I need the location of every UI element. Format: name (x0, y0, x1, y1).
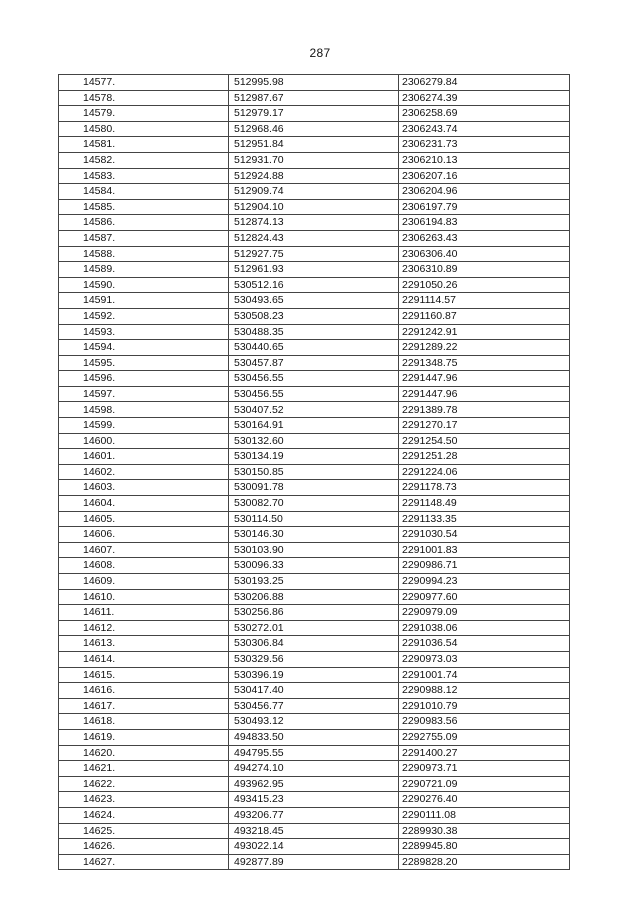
x-coordinate-cell (229, 199, 399, 215)
y-coordinate-cell: 2306204.96 (399, 184, 570, 200)
x-coordinate-value: 512874.13 (234, 216, 284, 229)
y-coordinate-cell: 2291030.54 (399, 527, 570, 543)
table-row (59, 215, 570, 231)
table-row (59, 761, 570, 777)
x-coordinate-value: 530082.70 (234, 497, 284, 510)
x-coordinate-cell (229, 152, 399, 168)
x-coordinate-cell (229, 386, 399, 402)
table-row (59, 464, 570, 480)
table-row (59, 527, 570, 543)
point-number-cell: 14591. (59, 293, 229, 309)
table-row (59, 714, 570, 730)
point-number-cell: 14626. (59, 839, 229, 855)
x-coordinate-cell (229, 433, 399, 449)
point-number-cell: 14625. (59, 823, 229, 839)
y-coordinate-cell: 2291148.49 (399, 496, 570, 512)
x-coordinate-value: 530396.19 (234, 668, 284, 681)
x-coordinate-cell (229, 792, 399, 808)
y-coordinate-cell: 2290276.40 (399, 792, 570, 808)
y-coordinate-cell: 2291447.96 (399, 371, 570, 387)
table-row (59, 90, 570, 106)
x-coordinate-value: 512909.74 (234, 185, 284, 198)
x-coordinate-value: 530457.87 (234, 356, 284, 369)
x-coordinate-value: 530306.84 (234, 637, 284, 650)
x-coordinate-value: 530272.01 (234, 621, 284, 634)
y-coordinate-cell: 2290977.60 (399, 589, 570, 605)
coordinates-table (58, 74, 570, 870)
point-number-cell: 14615. (59, 667, 229, 683)
table-row (59, 823, 570, 839)
x-coordinate-cell (229, 418, 399, 434)
y-coordinate-cell: 2291010.79 (399, 698, 570, 714)
y-coordinate-cell: 2290973.71 (399, 761, 570, 777)
x-coordinate-cell (229, 714, 399, 730)
y-coordinate-cell: 2306310.89 (399, 262, 570, 278)
x-coordinate-value: 493415.23 (234, 793, 284, 806)
x-coordinate-value: 493218.45 (234, 824, 284, 837)
x-coordinate-cell (229, 184, 399, 200)
x-coordinate-cell (229, 574, 399, 590)
y-coordinate-cell: 2291050.26 (399, 277, 570, 293)
x-coordinate-value: 512824.43 (234, 231, 284, 244)
y-coordinate-cell: 2306231.73 (399, 137, 570, 153)
y-coordinate-cell: 2291001.83 (399, 542, 570, 558)
x-coordinate-value: 530150.85 (234, 465, 284, 478)
y-coordinate-cell: 2291001.74 (399, 667, 570, 683)
x-coordinate-cell (229, 449, 399, 465)
y-coordinate-cell: 2291038.06 (399, 620, 570, 636)
point-number-cell: 14601. (59, 449, 229, 465)
x-coordinate-value: 530440.65 (234, 341, 284, 354)
x-coordinate-value: 530493.65 (234, 294, 284, 307)
x-coordinate-value: 512904.10 (234, 200, 284, 213)
point-number-cell: 14599. (59, 418, 229, 434)
x-coordinate-value: 530206.88 (234, 590, 284, 603)
x-coordinate-value: 512987.67 (234, 91, 284, 104)
x-coordinate-cell (229, 558, 399, 574)
y-coordinate-cell: 2306306.40 (399, 246, 570, 262)
x-coordinate-cell (229, 340, 399, 356)
point-number-cell: 14611. (59, 605, 229, 621)
table-row (59, 558, 570, 574)
x-coordinate-cell (229, 464, 399, 480)
table-row (59, 839, 570, 855)
point-number-cell: 14579. (59, 106, 229, 122)
y-coordinate-cell: 2291114.57 (399, 293, 570, 309)
y-coordinate-cell: 2292755.09 (399, 729, 570, 745)
x-coordinate-cell (229, 823, 399, 839)
point-number-cell: 14590. (59, 277, 229, 293)
x-coordinate-cell (229, 480, 399, 496)
x-coordinate-value: 494274.10 (234, 762, 284, 775)
table-row (59, 620, 570, 636)
table-row (59, 184, 570, 200)
point-number-cell: 14617. (59, 698, 229, 714)
point-number-cell: 14603. (59, 480, 229, 496)
x-coordinate-cell (229, 683, 399, 699)
x-coordinate-cell (229, 90, 399, 106)
table-row (59, 371, 570, 387)
point-number-cell: 14598. (59, 402, 229, 418)
x-coordinate-value: 492877.89 (234, 855, 284, 868)
table-row (59, 683, 570, 699)
point-number-cell: 14577. (59, 75, 229, 91)
point-number-cell: 14583. (59, 168, 229, 184)
x-coordinate-cell (229, 729, 399, 745)
table-row (59, 277, 570, 293)
x-coordinate-cell (229, 542, 399, 558)
x-coordinate-value: 530508.23 (234, 309, 284, 322)
table-row (59, 854, 570, 870)
y-coordinate-cell: 2291348.75 (399, 355, 570, 371)
x-coordinate-value: 493022.14 (234, 840, 284, 853)
x-coordinate-value: 530132.60 (234, 434, 284, 447)
table-row (59, 449, 570, 465)
y-coordinate-cell: 2291133.35 (399, 511, 570, 527)
x-coordinate-value: 512995.98 (234, 76, 284, 89)
y-coordinate-cell: 2289828.20 (399, 854, 570, 870)
x-coordinate-cell (229, 620, 399, 636)
y-coordinate-cell: 2306274.39 (399, 90, 570, 106)
x-coordinate-value: 530193.25 (234, 575, 284, 588)
x-coordinate-cell (229, 651, 399, 667)
x-coordinate-value: 530512.16 (234, 278, 284, 291)
x-coordinate-cell (229, 636, 399, 652)
point-number-cell: 14620. (59, 745, 229, 761)
point-number-cell: 14602. (59, 464, 229, 480)
y-coordinate-cell: 2291254.50 (399, 433, 570, 449)
x-coordinate-cell (229, 355, 399, 371)
y-coordinate-cell: 2290988.12 (399, 683, 570, 699)
table-row (59, 636, 570, 652)
x-coordinate-cell (229, 527, 399, 543)
point-number-cell: 14614. (59, 651, 229, 667)
table-row (59, 542, 570, 558)
x-coordinate-value: 530114.50 (234, 512, 283, 525)
x-coordinate-value: 493206.77 (234, 808, 284, 821)
table-row (59, 199, 570, 215)
y-coordinate-cell: 2306258.69 (399, 106, 570, 122)
table-row (59, 807, 570, 823)
point-number-cell: 14623. (59, 792, 229, 808)
table-row (59, 480, 570, 496)
point-number-cell: 14624. (59, 807, 229, 823)
x-coordinate-cell (229, 776, 399, 792)
x-coordinate-cell (229, 293, 399, 309)
y-coordinate-cell: 2291036.54 (399, 636, 570, 652)
x-coordinate-value: 530488.35 (234, 325, 284, 338)
x-coordinate-value: 530134.19 (234, 450, 284, 463)
x-coordinate-cell (229, 106, 399, 122)
y-coordinate-cell: 2290979.09 (399, 605, 570, 621)
x-coordinate-value: 530456.55 (234, 387, 284, 400)
table-row (59, 651, 570, 667)
x-coordinate-cell (229, 761, 399, 777)
y-coordinate-cell: 2291289.22 (399, 340, 570, 356)
coordinates-table-body (59, 75, 570, 870)
y-coordinate-cell: 2290986.71 (399, 558, 570, 574)
y-coordinate-cell: 2291447.96 (399, 386, 570, 402)
x-coordinate-value: 494833.50 (234, 730, 284, 743)
point-number-cell: 14578. (59, 90, 229, 106)
y-coordinate-cell: 2289945.80 (399, 839, 570, 855)
point-number-cell: 14607. (59, 542, 229, 558)
x-coordinate-cell (229, 277, 399, 293)
point-number-cell: 14627. (59, 854, 229, 870)
y-coordinate-cell: 2290983.56 (399, 714, 570, 730)
x-coordinate-value: 512961.93 (234, 263, 284, 276)
y-coordinate-cell: 2290994.23 (399, 574, 570, 590)
point-number-cell: 14594. (59, 340, 229, 356)
x-coordinate-cell (229, 168, 399, 184)
point-number-cell: 14589. (59, 262, 229, 278)
table-row (59, 340, 570, 356)
x-coordinate-value: 530103.90 (234, 543, 284, 556)
table-row (59, 496, 570, 512)
point-number-cell: 14610. (59, 589, 229, 605)
x-coordinate-cell (229, 402, 399, 418)
table-row (59, 402, 570, 418)
x-coordinate-value: 530164.91 (234, 419, 284, 432)
point-number-cell: 14616. (59, 683, 229, 699)
x-coordinate-value: 512931.70 (234, 154, 284, 167)
y-coordinate-cell: 2291178.73 (399, 480, 570, 496)
x-coordinate-value: 494795.55 (234, 746, 284, 759)
y-coordinate-cell: 2291224.06 (399, 464, 570, 480)
point-number-cell: 14608. (59, 558, 229, 574)
point-number-cell: 14600. (59, 433, 229, 449)
x-coordinate-cell (229, 698, 399, 714)
y-coordinate-cell: 2306197.79 (399, 199, 570, 215)
point-number-cell: 14593. (59, 324, 229, 340)
point-number-cell: 14586. (59, 215, 229, 231)
x-coordinate-cell (229, 246, 399, 262)
y-coordinate-cell: 2291389.78 (399, 402, 570, 418)
x-coordinate-cell (229, 230, 399, 246)
x-coordinate-value: 530407.52 (234, 403, 284, 416)
table-row (59, 152, 570, 168)
y-coordinate-cell: 2306243.74 (399, 121, 570, 137)
table-row (59, 308, 570, 324)
table-row (59, 792, 570, 808)
x-coordinate-cell (229, 371, 399, 387)
table-row (59, 776, 570, 792)
table-row (59, 729, 570, 745)
x-coordinate-cell (229, 137, 399, 153)
x-coordinate-value: 530096.33 (234, 559, 284, 572)
point-number-cell: 14596. (59, 371, 229, 387)
y-coordinate-cell: 2289930.38 (399, 823, 570, 839)
x-coordinate-value: 530329.56 (234, 653, 284, 666)
x-coordinate-value: 512951.84 (234, 138, 284, 151)
x-coordinate-cell (229, 215, 399, 231)
point-number-cell: 14582. (59, 152, 229, 168)
table-row (59, 168, 570, 184)
table-row (59, 745, 570, 761)
point-number-cell: 14612. (59, 620, 229, 636)
y-coordinate-cell: 2306263.43 (399, 230, 570, 246)
table-row (59, 106, 570, 122)
x-coordinate-value: 530456.77 (234, 699, 284, 712)
x-coordinate-cell (229, 75, 399, 91)
x-coordinate-cell (229, 854, 399, 870)
y-coordinate-cell: 2291400.27 (399, 745, 570, 761)
x-coordinate-cell (229, 262, 399, 278)
x-coordinate-cell (229, 589, 399, 605)
point-number-cell: 14585. (59, 199, 229, 215)
x-coordinate-cell (229, 496, 399, 512)
x-coordinate-value: 512979.17 (234, 107, 284, 120)
x-coordinate-cell (229, 839, 399, 855)
point-number-cell: 14595. (59, 355, 229, 371)
table-row (59, 262, 570, 278)
table-row (59, 667, 570, 683)
y-coordinate-cell: 2291242.91 (399, 324, 570, 340)
y-coordinate-cell: 2306210.13 (399, 152, 570, 168)
x-coordinate-cell (229, 511, 399, 527)
point-number-cell: 14604. (59, 496, 229, 512)
x-coordinate-value: 530091.78 (234, 481, 284, 494)
table-row (59, 511, 570, 527)
y-coordinate-cell: 2306194.83 (399, 215, 570, 231)
y-coordinate-cell: 2290721.09 (399, 776, 570, 792)
point-number-cell: 14606. (59, 527, 229, 543)
point-number-cell: 14581. (59, 137, 229, 153)
table-row (59, 324, 570, 340)
y-coordinate-cell: 2290973.03 (399, 651, 570, 667)
x-coordinate-cell (229, 308, 399, 324)
point-number-cell: 14597. (59, 386, 229, 402)
point-number-cell: 14619. (59, 729, 229, 745)
y-coordinate-cell: 2306207.16 (399, 168, 570, 184)
point-number-cell: 14622. (59, 776, 229, 792)
table-row (59, 137, 570, 153)
y-coordinate-cell: 2306279.84 (399, 75, 570, 91)
x-coordinate-value: 530456.55 (234, 372, 284, 385)
page-number: 287 (309, 46, 331, 60)
table-row (59, 230, 570, 246)
point-number-cell: 14605. (59, 511, 229, 527)
point-number-cell: 14587. (59, 230, 229, 246)
y-coordinate-cell: 2291251.28 (399, 449, 570, 465)
point-number-cell: 14613. (59, 636, 229, 652)
x-coordinate-cell (229, 745, 399, 761)
point-number-cell: 14609. (59, 574, 229, 590)
x-coordinate-cell (229, 121, 399, 137)
x-coordinate-value: 512924.88 (234, 169, 284, 182)
y-coordinate-cell: 2290111.08 (399, 807, 570, 823)
x-coordinate-value: 530256.86 (234, 606, 284, 619)
point-number-cell: 14621. (59, 761, 229, 777)
point-number-cell: 14592. (59, 308, 229, 324)
table-row (59, 75, 570, 91)
table-row (59, 355, 570, 371)
y-coordinate-cell: 2291270.17 (399, 418, 570, 434)
table-row (59, 418, 570, 434)
x-coordinate-value: 493962.95 (234, 777, 284, 790)
table-row (59, 386, 570, 402)
x-coordinate-cell (229, 324, 399, 340)
x-coordinate-value: 530146.30 (234, 528, 284, 541)
y-coordinate-cell: 2291160.87 (399, 308, 570, 324)
table-row (59, 246, 570, 262)
x-coordinate-cell (229, 667, 399, 683)
table-row (59, 589, 570, 605)
table-row (59, 433, 570, 449)
x-coordinate-value: 512927.75 (234, 247, 284, 260)
table-row (59, 574, 570, 590)
x-coordinate-value: 530417.40 (234, 684, 284, 697)
table-row (59, 121, 570, 137)
table-row (59, 605, 570, 621)
x-coordinate-value: 512968.46 (234, 122, 284, 135)
point-number-cell: 14588. (59, 246, 229, 262)
table-row (59, 293, 570, 309)
table-row (59, 698, 570, 714)
x-coordinate-value: 530493.12 (234, 715, 284, 728)
point-number-cell: 14618. (59, 714, 229, 730)
point-number-cell: 14584. (59, 184, 229, 200)
point-number-cell: 14580. (59, 121, 229, 137)
x-coordinate-cell (229, 605, 399, 621)
x-coordinate-cell (229, 807, 399, 823)
